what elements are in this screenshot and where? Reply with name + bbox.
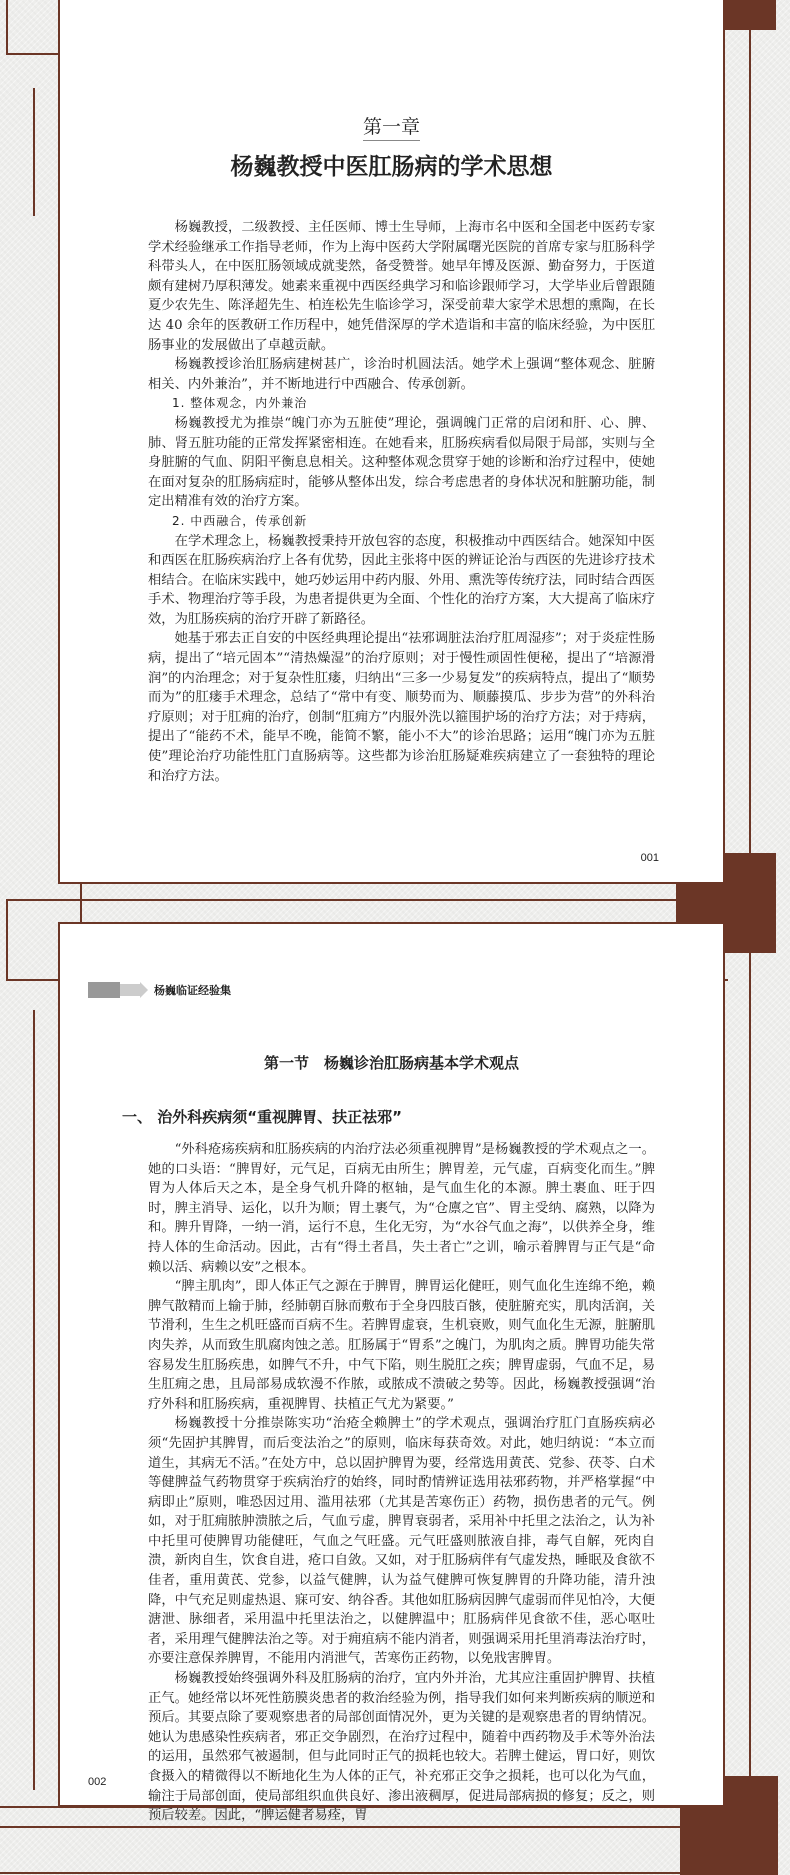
chapter-label: 第一章 — [60, 112, 723, 139]
book-page-001 — [58, 0, 725, 884]
running-head-text: 杨巍临证经验集 — [154, 984, 231, 997]
frame-line — [33, 1010, 35, 1790]
page-body-text — [148, 1140, 655, 1826]
frame-block — [725, 0, 776, 30]
paragraph: 杨巍教授，二级教授、主任医师、博士生导师，上海市名中医和全国老中医药专家学术经验继承工作指导老师，作为上海中医药大学附属曙光医院的首席专家与肛肠科学科带头人，在中医肛肠领域成就斐然，备受赞誉。她早年博及医源、勤奋努力，于医道颇有建树乃厚积薄发。她素来重视中西医经典学习和临诊跟师学习，大学毕业后曾跟随夏少农先生、陈泽超先生、柏连松先生临诊学习，深受前辈大家学术思想的熏陶，在长达 40 余年的医教研工作历程中，她凭借深厚的学术造诣和丰富的临床经验，为中医肛肠事业的发展做出了卓越贡献。 — [148, 220, 655, 353]
paragraph: 在学术理念上，杨巍教授秉持开放包容的态度，积极推动中西医结合。她深知中医和西医在肛肠疾病治疗上各有优势，因此主张将中医的辨证论治与西医的先进诊疗技术相结合。在临床实践中，她巧妙运用中药内服、外用、熏洗等传统疗法，同时结合西医手术、物理治疗等手段，为患者提供更为全面、个性化的治疗方案，大大提高了临床疗效，为肛肠疾病的治疗开辟了新路径。 — [148, 533, 655, 627]
running-head — [88, 982, 231, 998]
running-head-tab-icon — [88, 982, 148, 998]
paragraph: 杨巍教授十分推崇陈实功“治疮全赖脾土”的学术观点，强调治疗肛门直肠疾病必须“先固护其脾胃，而后变法治之”的原则，临床每获奇效。对此，她归纳说：“本立而道生，其病无不活。”在处方中，总以固护脾胃为要，经常选用黄芪、党参、茯苓、白术等健脾益气药物贯穿于疾病治疗的始终，同时酌情辨证选用祛邪药物，并严格掌握“中病即止”原则，唯恐因过用、滥用祛邪（尤其是苦寒伤正）药物，损伤患者的元气。例如，对于肛痈脓肿溃脓之后，气血亏虚，脾胃衰弱者，采用补中托里之法治之，认为补中托里可使脾胃功能健旺，气血之气旺盛。元气旺盛则脓液自排，毒气自解，死肉自溃，新肉自生，饮食自进，疮口自敛。又如，对于肛肠病伴有气虚发热，睡眠及食欲不佳者，重用黄芪、党参，以益气健脾，认为益气健脾可恢复脾胃的升降功能，清升浊降，中气充足则虚热退、寐可安、纳谷香。其他如肛肠病因脾气虚弱而伴见怕冷，大便溏泄、脉细者，采用温中托里法治之，以健脾温中；肛肠病伴见食欲不佳，恶心呕吐者，采用理气健脾法治之等。对于痈疽病不能内消者，则强调采用托里消毒法治疗时，亦要注意保养脾胃，不能用内消泄气，苦寒伤正药物，以免戕害脾胃。 — [148, 1416, 655, 1667]
paragraph: “外科疮疡疾病和肛肠疾病的内治疗法必须重视脾胃”是杨巍教授的学术观点之一。她的口头语：“脾胃好，元气足，百病无由所生；脾胃差，元气虚，百病变化而生。”脾胃为人体后天之本，是全身气机升降的枢轴，是气血生化的本源。脾土裹血、旺于四时，脾主消导、运化，以升为顺；胃土裹气，为“仓廪之官”、胃主受纳、腐熟，以降为和。脾升胃降，一纳一消，运行不息，生化无穷，为“水谷气血之海”，以供养全身，维持人体的生命活动。因此，古有“得土者昌，失土者亡”之训，喻示着脾胃与正气是“命赖以活、病赖以安”之根本。 — [148, 1142, 655, 1275]
paragraph: 杨巍教授尤为推崇“魄门亦为五脏使”理论，强调魄门正常的启闭和肝、心、脾、肺、肾五脏功能的正常发挥紧密相连。在她看来，肛肠疾病看似局限于局部，实则与全身脏腑的气血、阴阳平衡息息相关。这种整体观念贯穿于她的诊断和治疗过程中，使她在面对复杂的肛肠病症时，能够从整体出发，综合考虑患者的身体状况和脏腑功能，制定出精准有效的治疗方案。 — [148, 415, 655, 510]
chapter-title: 杨巍教授中医肛肠病的学术思想 — [230, 153, 553, 180]
paragraph: 杨巍教授诊治肛肠病建树甚广，诊治时机圆法活。她学术上强调“整体观念、脏腑相关、内外兼治”，并不断地进行中西融合、传承创新。 — [148, 357, 655, 392]
page-body-text — [148, 218, 655, 786]
page-number: 002 — [88, 1776, 107, 1788]
subsection-heading: 一、 治外科疾病须“重视脾胃、扶正祛邪” — [122, 1108, 402, 1126]
numbered-subheading: 2. 中西融合，传承创新 — [172, 513, 308, 528]
frame-line — [33, 88, 35, 216]
paragraph: 杨巍教授始终强调外科及肛肠病的治疗，宜内外并治，尤其应注重固护脾胃、扶植正气。她经常以坏死性筋膜炎患者的救治经验为例，指导我们如何来判断疾病的顺逆和预后。其要点除了要观察患者的局部创面情况外，更为关键的是观察患者的胃纳情况。她认为患感染性疾病者，邪正交争剧烈，在治疗过程中，随着中西药物及手术等外治法的运用，虽然邪气被遏制，但与此同时正气的损耗也较大。若脾土健运，胃口好，则饮食摄入的精微得以不断地化生为人体的正气，补充邪正交争之损耗，也可以化为气血，输注于局部创面，使局部组织血供良好、渗出液稠厚，促进局部病损的修复；反之，则预后较差。因此，“脾运健者易痊，胃 — [148, 1671, 655, 1824]
section-title: 第一节 杨巍诊治肛肠病基本学术观点 — [263, 1054, 519, 1072]
page-number: 001 — [640, 852, 659, 864]
frame-decoration — [80, 882, 722, 926]
book-page-002 — [58, 922, 725, 1824]
paragraph: “脾主肌肉”，即人体正气之源在于脾胃，脾胃运化健旺，则气血化生连绵不绝，赖脾气散精而上输于肺，经肺朝百脉而敷布于全身四肢百骸，使脏腑充实，肌肉活润，关节滑利，生生之机旺盛而百病不生。若脾胃虚衰，生机衰败，则气血化生无源，脏腑肌肉失养，从而致生肌腐肉蚀之恙。肛肠属于“胃系”之魄门，为肌肉之质。脾胃功能失常容易发生肛肠疾患，如脾气不升，中气下陷，则生脱肛之疾；脾胃虚弱，气血不足，易生肛痈之患，且局部易成软漫不作脓，或脓成不溃破之势等。因此，杨巍教授强调“治疗外科和肛肠疾病，重视脾胃、扶植正气尤为紧要。” — [148, 1279, 655, 1412]
frame-line — [0, 1872, 680, 1874]
paragraph: 她基于邪去正自安的中医经典理论提出“祛邪调脏法治疗肛周湿疹”；对于炎症性肠病，提出了“培元固本”“清热燥湿”的治疗原则；对于慢性顽固性便秘，提出了“培源滑润”的内治理念；对于复杂性肛瘘，归纳出“三多一少易复发”的疾病特点，提出了“顺势而为”的肛瘘手术理念，总结了“常中有变、顺势而为、顺藤摸瓜、步步为营”的外科治疗原则；对于肛痈的治疗，创制“肛痈方”内服外洗以箍围护场的治疗方法；对于痔病，提出了“能药不术，能早不晚，能简不繁，能小不大”的诊治思路；运用“魄门亦为五脏使”理论治疗功能性肛门直肠病等。这些都为诊治肛肠疑难疾病建立了一套独特的理论和治疗方法。 — [148, 631, 655, 784]
numbered-subheading: 1. 整体观念，内外兼治 — [172, 396, 308, 411]
